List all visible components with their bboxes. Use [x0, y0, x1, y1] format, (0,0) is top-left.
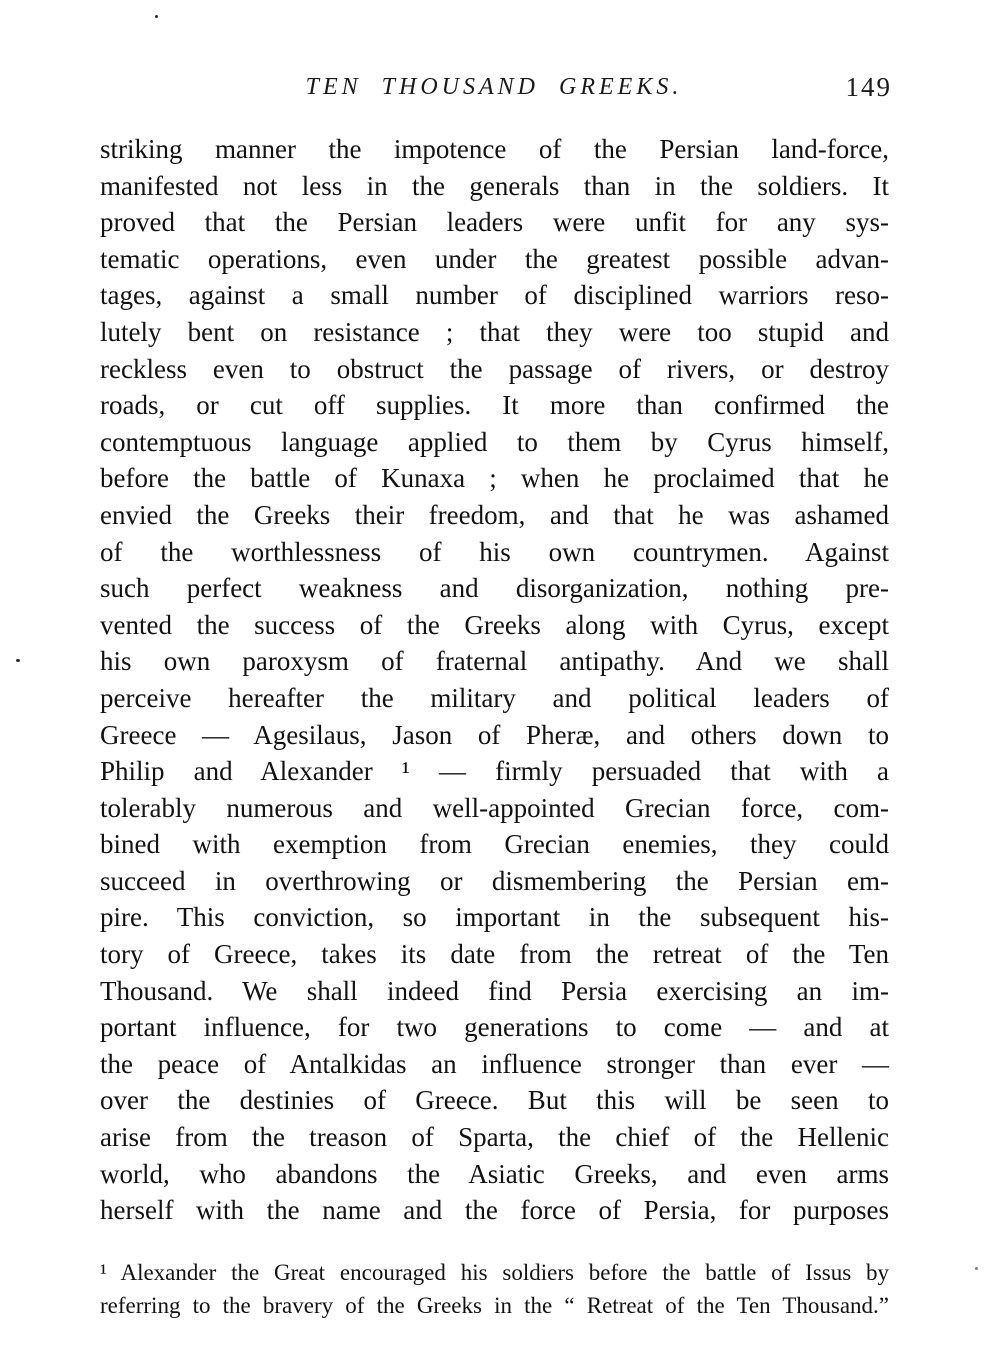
footnote-line: referring to the bravery of the Greeks in the “ Retreat of the Ten Thousand.” [100, 1293, 889, 1318]
body-text-line: striking manner the impotence of the Persian land-force, [100, 134, 889, 164]
scan-speckle [155, 15, 158, 18]
body-text-line: tolerably numerous and well-appointed Grecian force, com- [100, 792, 889, 823]
body-text-line: portant influence, for two generations to come — and at [100, 1012, 889, 1043]
body-text-line: tages, against a small number of disciplined warriors reso- [100, 280, 889, 311]
body-text-line: arise from the treason of Sparta, the chief of the Hellenic [100, 1122, 889, 1153]
body-text-line: reckless even to obstruct the passage of rivers, or destroy [100, 353, 889, 384]
body-text-line: perceive hereafter the military and political leaders of [100, 682, 889, 713]
footnote-line: ¹ Alexander the Great encouraged his soldiers before the battle of Issus by [100, 1260, 889, 1285]
body-text-line: before the battle of Kunaxa ; when he proclaimed that he [100, 463, 889, 494]
footnote-block [100, 1256, 889, 1322]
body-text-line: world, who abandons the Asiatic Greeks, and even arms [100, 1158, 889, 1189]
body-text-block [100, 131, 889, 1229]
body-text-line: contemptuous language applied to them by Cyrus himself, [100, 426, 889, 457]
body-text-line: of the worthlessness of his own countrymen. Against [100, 536, 889, 567]
body-text-line: over the destinies of Greece. But this will be seen to [100, 1085, 889, 1116]
body-text-line: tematic operations, even under the greatest possible advan- [100, 243, 889, 274]
body-text-line: manifested not less in the generals than in the soldiers. It [100, 170, 889, 201]
body-text-line: succeed in overthrowing or dismembering the Persian em- [100, 865, 889, 896]
body-text-line: Greece — Agesilaus, Jason of Pheræ, and others down to [100, 719, 889, 750]
body-text-line: bined with exemption from Grecian enemies, they could [100, 829, 889, 860]
body-text-line: the peace of Antalkidas an influence stronger than ever — [100, 1048, 889, 1079]
body-text-line: herself with the name and the force of Persia, for purposes [100, 1195, 889, 1226]
scan-speckle [975, 1267, 978, 1270]
body-text-line: vented the success of the Greeks along with Cyrus, except [100, 609, 889, 640]
body-text-line: such perfect weakness and disorganization, nothing pre- [100, 573, 889, 604]
running-header-title: TEN THOUSAND GREEKS. [305, 74, 683, 100]
body-text-line: Thousand. We shall indeed find Persia exercising an im- [100, 975, 889, 1006]
page-number: 149 [845, 72, 892, 102]
body-text-line: envied the Greeks their freedom, and that he was ashamed [100, 499, 889, 530]
body-text-line: proved that the Persian leaders were unfit for any sys- [100, 207, 889, 238]
body-text-line: tory of Greece, takes its date from the retreat of the Ten [100, 939, 889, 970]
body-text-line: lutely bent on resistance ; that they were too stupid and [100, 316, 889, 347]
body-text-line: Philip and Alexander ¹ — firmly persuaded that with a [100, 756, 889, 787]
body-text-line: his own paroxysm of fraternal antipathy. And we shall [100, 646, 889, 677]
body-text-line: pire. This conviction, so important in the subsequent his- [100, 902, 889, 933]
body-text-line: roads, or cut off supplies. It more than confirmed the [100, 390, 889, 421]
scan-speckle [16, 659, 20, 662]
